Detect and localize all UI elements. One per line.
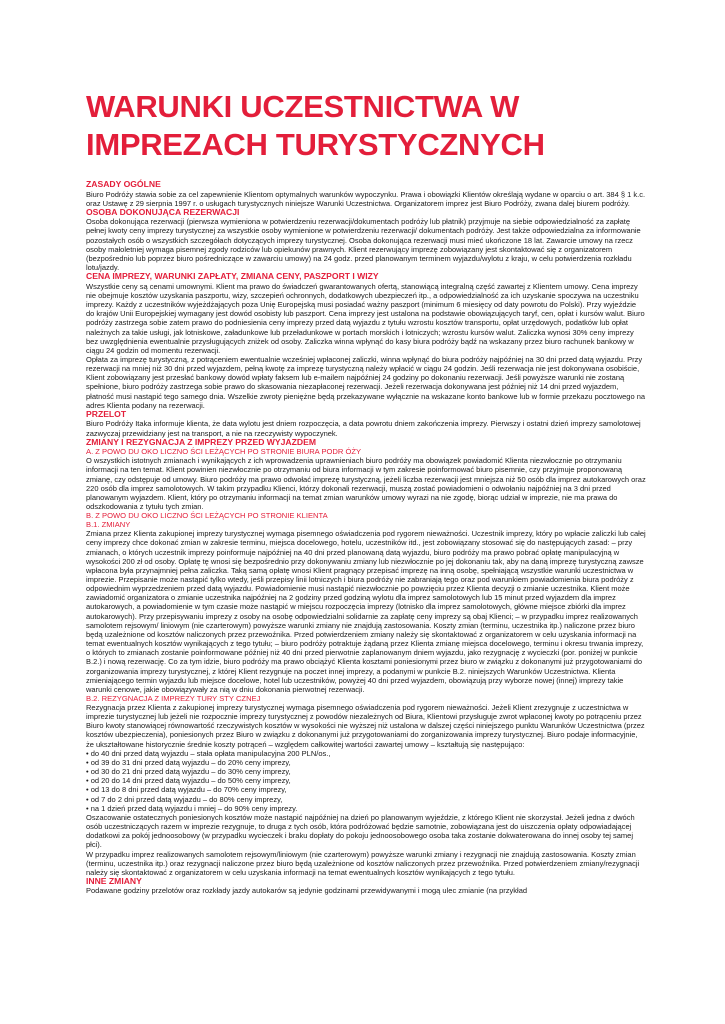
list-item: • od 7 do 2 dni przed datą wyjazdu – do 80% ceny imprezy, <box>86 794 283 804</box>
subsection-heading: B.2. REZYGNACJA Z IMPREZY TURY STY CZNEJ <box>86 694 261 703</box>
paragraph: Podawane godziny przelotów oraz rozkłady jazdy autokarów są jedynie godzinami przewidywanymi i mogą ulec zmianie (na przykład <box>86 886 528 896</box>
subsection-heading: B. Z POWO DU OKO LICZNO ŚCI LEŻĄCYCH PO STRONIE KLIENTA <box>86 511 328 521</box>
section-heading: ZMIANY I REZYGNACJA Z IMPREZY PRZED WYJAZDEM <box>86 436 316 447</box>
paragraph: Biuro Podróży Itaka informuje klienta, że data wylotu jest dniem rozpoczęcia, a data powrotu dniem zakończenia imprezy. Pierwszy i ostatni dzień imprezy samolotowej zazwyczaj przewidziany jest na transport, a nie na rzeczywisty wypoczynek. <box>86 419 641 438</box>
section-heading: CENA IMPREZY, WARUNKI ZAPŁATY, ZMIANA CENY, PASZPORT I WIZY <box>86 271 379 282</box>
subsection-heading: A. Z POWO DU OKO LICZNO ŚCI LEŻĄCYCH PO STRONIE BIURA PODR ÓŻY <box>86 447 362 457</box>
paragraph: W przypadku imprez realizowanych samolotem rejsowym/liniowym (nie czarterowym) powyższe warunki zmiany i rezygnacji nie znajdują zastosowania. Koszty zmian (terminu, uczestnika itp.) oraz rezygnacji naliczone przez biuro będą uzależnione od kosztów naliczonych przez przewoźnika. Przed potwierdzeniem zmiany/rezygnacji należy się skontaktować z organizatorem w celu uzyskania informacji na temat ewentualnych kosztów wynikających z tego tytułu. <box>86 849 640 877</box>
page-title-line-2: IMPREZACH TURYSTYCZNYCH <box>86 127 545 162</box>
list-item: • od 39 do 31 dni przed datą wyjazdu – do 20% ceny imprezy, <box>86 757 291 767</box>
section-heading: OSOBA DOKONUJĄCA REZERWACJI <box>86 206 240 217</box>
paragraph: Rezygnacja przez Klienta z zakupionej imprezy turystycznej wymaga pisemnego oświadczenia pod rygorem nieważności. Jeżeli Klient zrezygnuje z uczestnictwa w imprezie turystycznej lub jeżeli nie rozpocznie imprezy turystycznej z powodów niezależnych od Biura, Klientowi przysługuje zwrot wpłaconej kwoty po potrąceniu przez Biuro kwoty stanowiącej równowartość rzeczywistych kosztów w wysokości nie wyższej niż ustalona w dalszej części niniejszego punktu Warunków Uczestnictwa (przez kosztów ubezpieczenia), poniesionych przez Biuro w związku z dokonanymi już przygotowaniami do zorganizowania imprezy turystycznej. Biuro podaje informacyjnie, że ukształtowane historycznie średnie koszty potrąceń – względem całkowitej wartości zawartej umowy – kształtują się następująco: <box>86 703 645 749</box>
section-heading: PRZELOT <box>86 408 127 419</box>
paragraph: Zmiana przez Klienta zakupionej imprezy turystycznej wymaga pisemnego oświadczenia pod rygorem nieważności. Uczestnik imprezy, który po wpłacie zaliczki lub całej ceny imprezy chce dokonać zmian w zakresie terminu, miejsca docelowego, hotelu, uczestników itd., jest zobowiązany stosować się do następujących zasad: – przy zmianach, o których uczestnik imprezy poinformuje najpóźniej na 40 dni przed planowaną datą wyjazdu, biuro podróży ma prawo pobrać opłatę manipulacyjną w wysokości 200 zł od osoby. Opłatę tę wnosi się bezpośrednio przy dokonywaniu zmiany lub niezwłocznie po jej dokonaniu tak, aby na daną imprezę turystyczną zawsze wpłacona była przynajmniej pełna zaliczka. Taką samą opłatę wnosi Klient pragnący przepisać imprezę na inną osobę, spełniającą wszystkie warunki uczestnictwa w imprezie. Przepisanie może nastąpić tylko wtedy, jeśli przepisy linii lotniczych i biura podróży nie zabraniają tego oraz pod warunkiem powiadomienia biura podróży z odpowiednim wyprzedzeniem przed datą wyjazdu. Powiadomienie musi nastąpić niezwłocznie po powzięciu przez Klienta decyzji o zmianie uczestnika. Klient może zawiadomić organizatora o zmianie uczestnika najpóźniej na 2 godziny przed godziną wylotu dla imprez samolotowych lub 15 minut przed wyjazdem dla imprez autokarowych, a powiadomienie w tym czasie może nastąpić w miejscu rozpoczęcia imprezy (lotnisko dla imprez samolotowych, główne miejsce zbiórki dla imprez autokarowych). Przy przepisywaniu imprezy z osoby na osobę odpowiedzialni solidarnie za zapłatę ceny imprezy są obaj Klienci; – w przypadku imprez realizowanych samolotem rejsowym/ liniowym (nie czarterowym) powyższe warunki zmiany nie znajdują zastosowania. Koszty zmian (terminu, uczestnika itp.) naliczone przez biuro będą uzależnione od kosztów naliczonych przez przewoźnika. Przed potwierdzeniem zmiany należy się skontaktować z organizatorem w celu uzyskania informacji na temat ewentualnych kosztów wynikających z tego tytułu; – biuro podróży potraktuje żądaną przez Klienta zmianę miejsca docelowego, terminu i okresu trwania imprezy, o których to zmianach zostanie poinformowane później niż 40 dni przed pierwotnie zaplanowanym dniem wyjazdu, jako rezygnację z wycieczki (por. poniżej w punkcie B.2.) i nową rezerwację. Co za tym idzie, biuro podróży ma prawo obciążyć Klienta kosztami poniesionymi przez biuro w związku z dokonanymi już przygotowaniami do zorganizowania imprezy turystycznej, z której Klient rezygnuje na poczet innej imprezy, a podanymi w punkcie B.2. niniejszych Warunków Uczestnictwa. Klienta zmieniającego termin wyjazdu lub miejsce docelowe, hotel lub uczestników, powyżej 40 dni przed wyjazdem, obowiązują przy wyborze nowej (innej) imprezy takie warunki cenowe, jakie obowiązywały za nią w dniu dokonania pierwotnej rezerwacji. <box>86 529 646 694</box>
paragraph: O wszystkich istotnych zmianach i wynikających z ich wprowadzenia uprawnieniach biuro podróży ma obowiązek powiadomić Klienta niezwłocznie po otrzymaniu informacji na ten temat. Klient powinien niezwłocznie po otrzymaniu od biura informacji w tym zakresie poinformować biuro pisemnie, czy przyjmuje proponowaną zmianę, czy odstępuje od umowy. Biuro podróży ma prawo odwołać imprezę turystyczną, jeżeli liczba rezerwacji jest mniejsza niż 50 osób dla imprez autokarowych oraz 220 osób dla imprez samolotowych. W takim przypadku Klienci, którzy dokonali rezerwacji, muszą zostać powiadomieni o odwołaniu najpóźniej na 3 dni przed planowanym wyjazdem. Klient, który po otrzymaniu informacji na temat zmian warunków umowy wyrazi na nie zgodę, biorąc udział w imprezie, nie ma prawa do odszkodowania z tytułu tych zmian. <box>86 456 646 512</box>
list-item: • od 20 do 14 dni przed datą wyjazdu – do 50% ceny imprezy, <box>86 776 291 786</box>
page-title-line-1: WARUNKI UCZESTNICTWA W <box>86 89 520 124</box>
paragraph: Wszystkie ceny są cenami umownymi. Klient ma prawo do świadczeń gwarantowanych ofertą, stanowiącą integralną część zawartej z Klientem umowy. Cena imprezy nie obejmuje kosztów uzyskania paszportu, wizy, szczepień ochronnych, dodatkowych ubezpieczeń itp., a odpowiedzialność za ich uzyskanie spoczywa na uczestniku imprezy. Każdy z uczestników wyjeżdżających poza Unię Europejską musi posiadać ważny paszport (minimum 6 miesięcy od daty powrotu do Polski). Przy wyjeździe do krajów Unii Europejskiej wymagany jest dowód osobisty lub paszport. Cena imprezy jest ustalona na podstawie obowiązujących taryf, cen, opłat i kursów walut. Biuro podróży zastrzega sobie zatem prawo do podniesienia ceny imprezy przed datą wyjazdu z tytułu wzrostu kosztów transportu, opłat urzędowych, podatków lub opłat należnych za takie usługi, jak lotniskowe, załadunkowe lub przeładunkowe w portach morskich i lotniczych; wzrostu kursów walut. Zaliczka wynosi 30% ceny imprezy bez uwzględnienia ewentualnie przysługujących zniżek od osoby. Zaliczka winna wpłynąć do kasy biura podróży bądź na wskazany przez biuro rachunek bankowy w ciągu 24 godzin od momentu rezerwacji. <box>86 281 645 355</box>
list-item: • od 13 do 8 dni przed datą wyjazdu – do 70% ceny imprezy, <box>86 785 287 795</box>
paragraph: Opłata za imprezę turystyczną, z potrąceniem ewentualnie wcześniej wpłaconej zaliczki, winna wpłynąć do biura podróży najpóźniej na 30 dni przed datą wyjazdu. Przy rezerwacji na mniej niż 30 dni przed wyjazdem, pełną kwotę za imprezę turystyczną należy wpłacić w ciągu 24 godzin. Jeśli rezerwacja nie jest dokonywana osobiście, Klient zobowiązany jest przesłać bankowy dowód wpłaty faksem lub e-mailem najpóźniej 24 godziny po dokonaniu rezerwacji. Jeśli powyższe warunki nie zostaną spełnione, biuro podróży zastrzega sobie prawo do skasowania niezapłaconej rezerwacji. Jeżeli rezerwacja dokonywana jest później niż 14 dni przed wyjazdem, płatność musi nastąpić tego samego dnia. Wszelkie zwroty pieniężne będą przekazywane wyłącznie na wskazane konto bankowe lub w formie przekazu pocztowego na adres Klienta podany na rezerwacji. <box>86 355 646 410</box>
paragraph: Osoba dokonująca rezerwacji (pierwsza wymieniona w potwierdzeniu rezerwacji/dokumentach podróży lub płatnik) przyjmuje na siebie odpowiedzialność za zapłatę pełnej kwoty ceny imprezy turystycznej za wszystkie osoby wymienione w potwierdzeniu rezerwacji/ dokumentach podróży. Jest także odpowiedzialna za informowanie pozostałych osób o wszystkich szczegółach dotyczących imprezy turystycznej. Osoba dokonująca rezerwacji musi mieć ukończone 18 lat. Zawarcie umowy na rzecz osoby małoletniej wymaga pisemnej zgody rodziców lub opiekunów prawnych. Klient rezerwujący imprezę zobowiązany jest skontaktować się z organizatorem (bezpośrednio lub poprzez biuro pośredniczące w zawarciu umowy) na 24 godz. przed planowanym terminem wyjazdu/wylotu z kraju, w celu potwierdzenia rozkładu lotu/jazdy. <box>86 217 641 273</box>
list-item: • na 1 dzień przed datą wyjazdu i mniej – do 90% ceny imprezy. <box>86 803 298 813</box>
subsection-heading: B.1. ZMIANY <box>86 520 131 530</box>
document-body <box>86 180 646 896</box>
paragraph: Oszacowanie ostatecznych poniesionych kosztów może nastąpić najpóźniej na dzień po planowanym wyjeździe, z którego Klient nie skorzystał. Jeżeli jedna z dwóch osób uczestniczących razem w imprezie rezygnuje, to druga z tych osób, która podróżować będzie samotnie, zobowiązana jest do uiszczenia opłaty odpowiadającej dodatkowi za pokój jednoosobowy (w przypadku wycieczek i braku dopłaty do pokoju jednoosobowego osoba taka zostanie dokwaterowana do innej osoby tej samej płci). <box>86 812 635 850</box>
page-title <box>86 88 666 164</box>
paragraph: Biuro Podróży stawia sobie za cel zapewnienie Klientom optymalnych warunków wypoczynku. Prawa i obowiązki Klientów określają wydane w oparciu o art. 384 § 1 k.c. oraz Ustawę z 29 sierpnia 1997 r. o usługach turystycznych niniejsze Warunki Uczestnictwa. Organizatorem imprez jest Biuro Podróży, zwana dalej biurem podróży. <box>86 189 646 208</box>
list-item: • od 30 do 21 dni przed datą wyjazdu – do 30% ceny imprezy, <box>86 767 291 777</box>
list-item: • do 40 dni przed datą wyjazdu – stała opłata manipulacyjna 200 PLN/os., <box>86 748 331 758</box>
section-heading: INNE ZMIANY <box>86 875 142 886</box>
section-heading: ZASADY OGÓLNE <box>86 179 161 189</box>
